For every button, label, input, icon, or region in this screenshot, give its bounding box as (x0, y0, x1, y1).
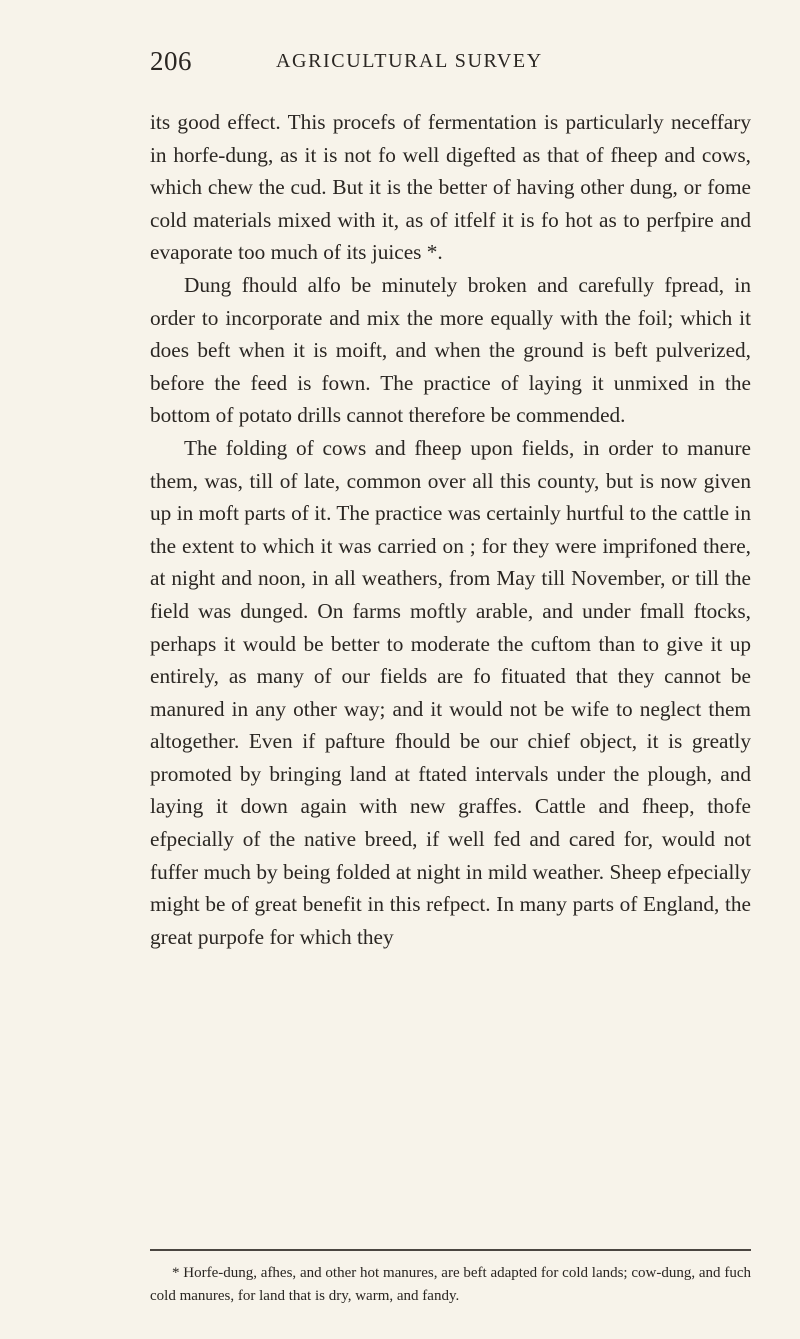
footnote (150, 1262, 751, 1308)
footnote-text: * Horfe-dung, afhes, and other hot manures, are beft adapted for cold lands; cow-dung, and fuch cold manures, for land that is dry, warm, and fandy. (150, 1265, 751, 1304)
running-head: AGRICULTURAL SURVEY (276, 50, 543, 72)
paragraph-1: its good effect. This procefs of fermentation is particularly neceffary in horfe-dung, as it is not fo well digefted as that of fheep and cows, which chew the cud. But it is the better of having other dung, or fome cold materials mixed with it, as of itfelf it is fo hot as to perfpire and evaporate too much of its juices *. (150, 110, 751, 265)
body-text (150, 106, 751, 953)
paragraph-3: The folding of cows and fheep upon fields, in order to manure them, was, till of late, common over all this county, but is now given up in moft parts of it. The practice was certainly hurtful to the cattle in the extent to which it was carried on ; for they were imprifoned there, at night and noon, in all weathers, from May till November, or till the field was dunged. On farms moftly arable, and under fmall ftocks, perhaps it would be better to moderate the cuftom than to give it up entirely, as many of our fields are fo fituated that they cannot be manured in any other way; and it would not be wife to neglect them altogether. Even if pafture fhould be our chief object, it is greatly promoted by bringing land at ftated intervals under the plough, and laying it down again with new graffes. Cattle and fheep, thofe efpecially of the native breed, if well fed and cared for, would not fuffer much by being folded at night in mild weather. Sheep efpecially might be of great benefit in this refpect. In many parts of England, the great purpofe for which they (150, 435, 751, 949)
footnote-rule (150, 1249, 751, 1251)
page-number: 206 (150, 46, 192, 76)
page-header (150, 46, 750, 80)
paragraph-2: Dung fhould alfo be minutely broken and carefully fpread, in order to incorporate and mix the more equally with the foil; which it does beft when it is moift, and when the ground is beft pulverized, before the feed is fown. The practice of laying it unmixed in the bottom of potato drills cannot therefore be commended. (150, 272, 751, 428)
